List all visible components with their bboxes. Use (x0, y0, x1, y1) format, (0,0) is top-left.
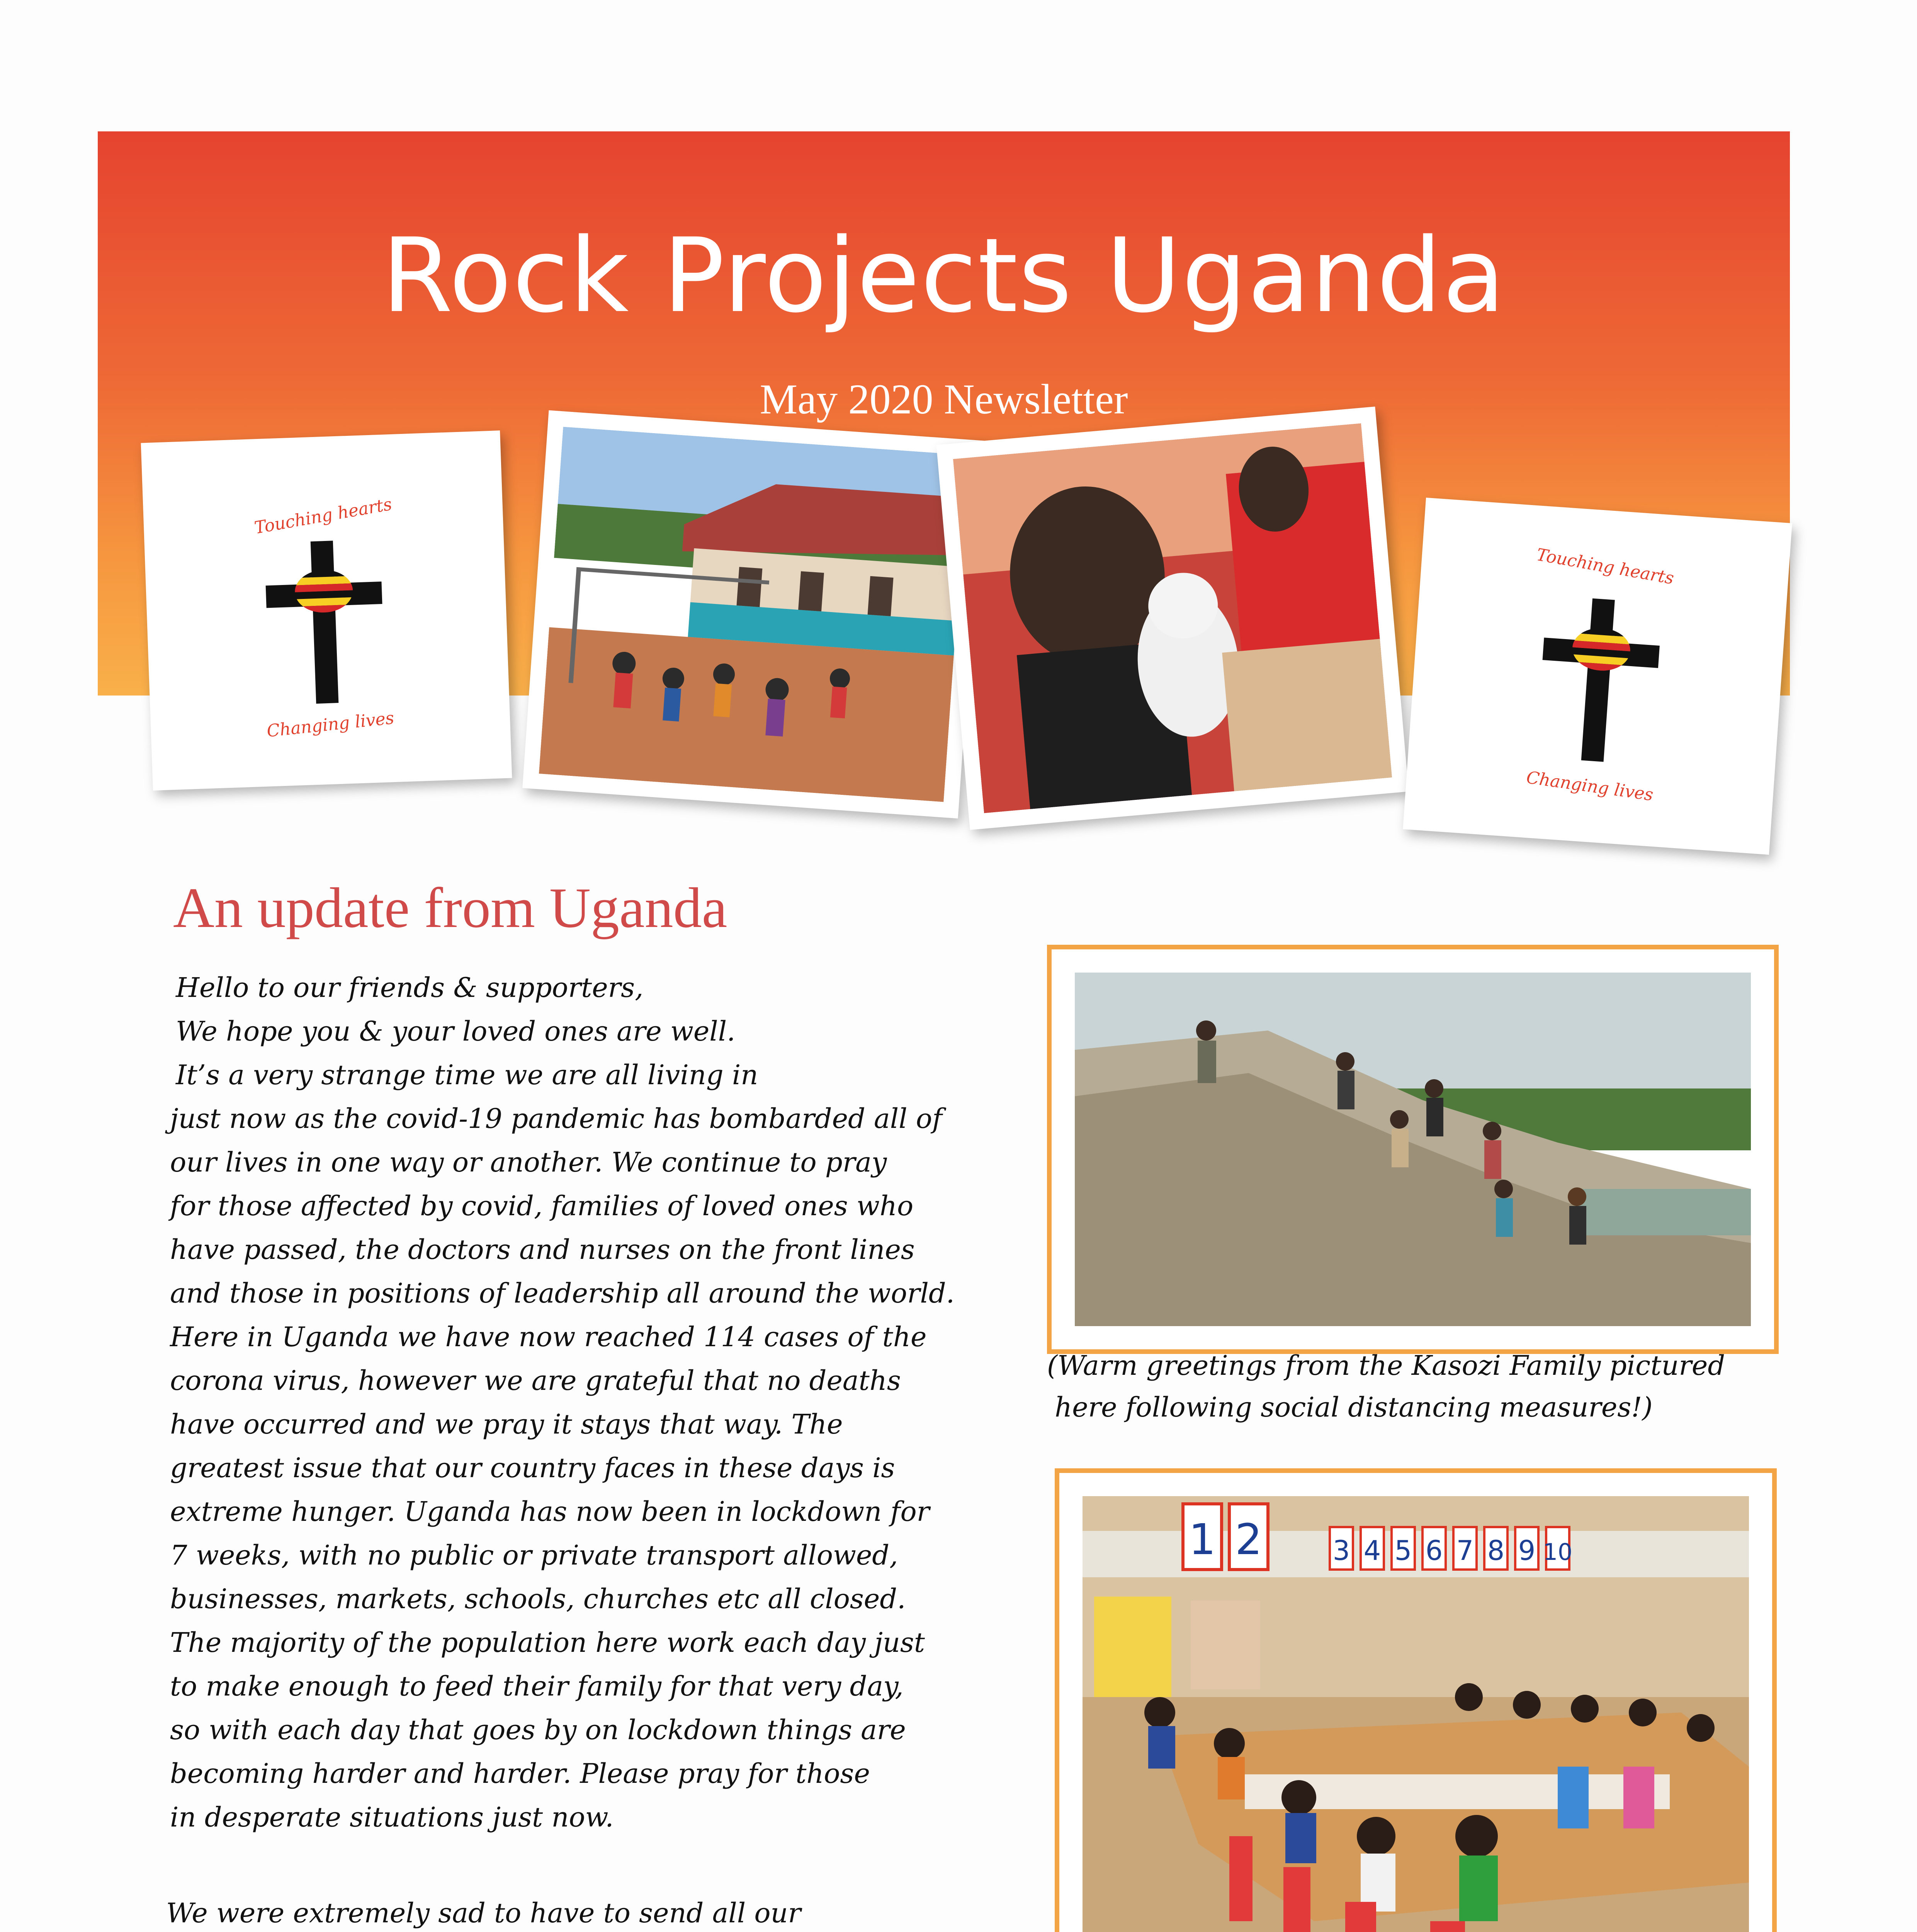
number-card-7: 7 (1456, 1535, 1474, 1566)
cross-icon (311, 541, 339, 704)
newsletter-subtitle: May 2020 Newsletter (760, 376, 1128, 423)
classroom-photo (1083, 1496, 1749, 1932)
caption-line: here following social distancing measures!) (1055, 1391, 1653, 1423)
text-line: Hello to our friends & supporters, (176, 972, 644, 1003)
text-line: have occurred and we pray it stays that way. The (170, 1408, 843, 1440)
text-line: our lives in one way or another. We continue to pray (170, 1146, 887, 1178)
caption-line: (Warm greetings from the Kasozi Family pictured (1047, 1350, 1725, 1381)
uganda-flag-icon (294, 569, 353, 614)
newsletter-title: Rock Projects Uganda (382, 216, 1506, 335)
text-line: becoming harder and harder. Please pray for those (170, 1758, 870, 1789)
text-line: Here in Uganda we have now reached 114 cases of the (170, 1321, 927, 1353)
number-card-6: 6 (1425, 1535, 1443, 1566)
logo-card-right (1403, 498, 1792, 855)
text-line: just now as the covid-19 pandemic has bombarded all of (170, 1103, 942, 1134)
text-line: to make enough to feed their family for that very day, (170, 1670, 904, 1702)
text-line: and those in positions of leadership all around the world. (170, 1277, 955, 1309)
article-heading: An update from Uganda (173, 876, 727, 940)
number-card-5: 5 (1394, 1535, 1412, 1566)
text-line: so with each day that goes by on lockdown things are (170, 1714, 906, 1746)
photo-card-child (936, 406, 1409, 830)
photo-frame-classroom (1055, 1468, 1777, 1932)
text-line: 7 weeks, with no public or private transport allowed, (170, 1539, 898, 1571)
text-line: for those affected by covid, families of loved ones who (170, 1190, 914, 1222)
number-card-2: 2 (1235, 1515, 1262, 1564)
number-card-8: 8 (1487, 1535, 1505, 1566)
number-card-9: 9 (1518, 1535, 1536, 1566)
photo-frame-kasozi (1047, 945, 1779, 1354)
playground-photo (539, 427, 968, 802)
text-line: extreme hunger. Uganda has now been in lockdown for (170, 1496, 930, 1527)
text-line: corona virus, however we are grateful that no deaths (170, 1365, 901, 1396)
text-line: have passed, the doctors and nurses on the front lines (170, 1234, 915, 1265)
number-card-4: 4 (1363, 1535, 1381, 1566)
text-line: It’s a very strange time we are all living in (176, 1059, 758, 1091)
text-line: We hope you & your loved ones are well. (176, 1015, 736, 1047)
logo-card-left (141, 430, 512, 791)
article-paragraph-1 (170, 966, 955, 1839)
logo-bottom-text: Changing lives (266, 708, 395, 741)
text-line: greatest issue that our country faces in these days is (170, 1452, 895, 1484)
text-line: We were extremely sad to have to send all our (166, 1897, 801, 1929)
text-line: The majority of the population here work each day just (170, 1627, 925, 1658)
kasozi-family-photo (1075, 973, 1751, 1326)
photo-card-playground (522, 410, 984, 818)
logo-top-text: Touching hearts (1535, 544, 1676, 588)
number-card-1: 1 (1189, 1515, 1216, 1564)
number-card-10: 10 (1543, 1539, 1573, 1566)
child-photo (953, 423, 1392, 813)
logo-top-text: Touching hearts (253, 494, 394, 538)
text-line: businesses, markets, schools, churches etc all closed. (170, 1583, 906, 1615)
article-paragraph-2 (166, 1891, 868, 1932)
logo-bottom-text: Changing lives (1525, 767, 1655, 805)
cross-icon (1581, 599, 1615, 762)
kasozi-caption (1047, 1345, 1725, 1428)
number-card-3: 3 (1332, 1535, 1350, 1566)
text-line: in desperate situations just now. (170, 1801, 614, 1833)
uganda-flag-icon (1571, 626, 1631, 672)
